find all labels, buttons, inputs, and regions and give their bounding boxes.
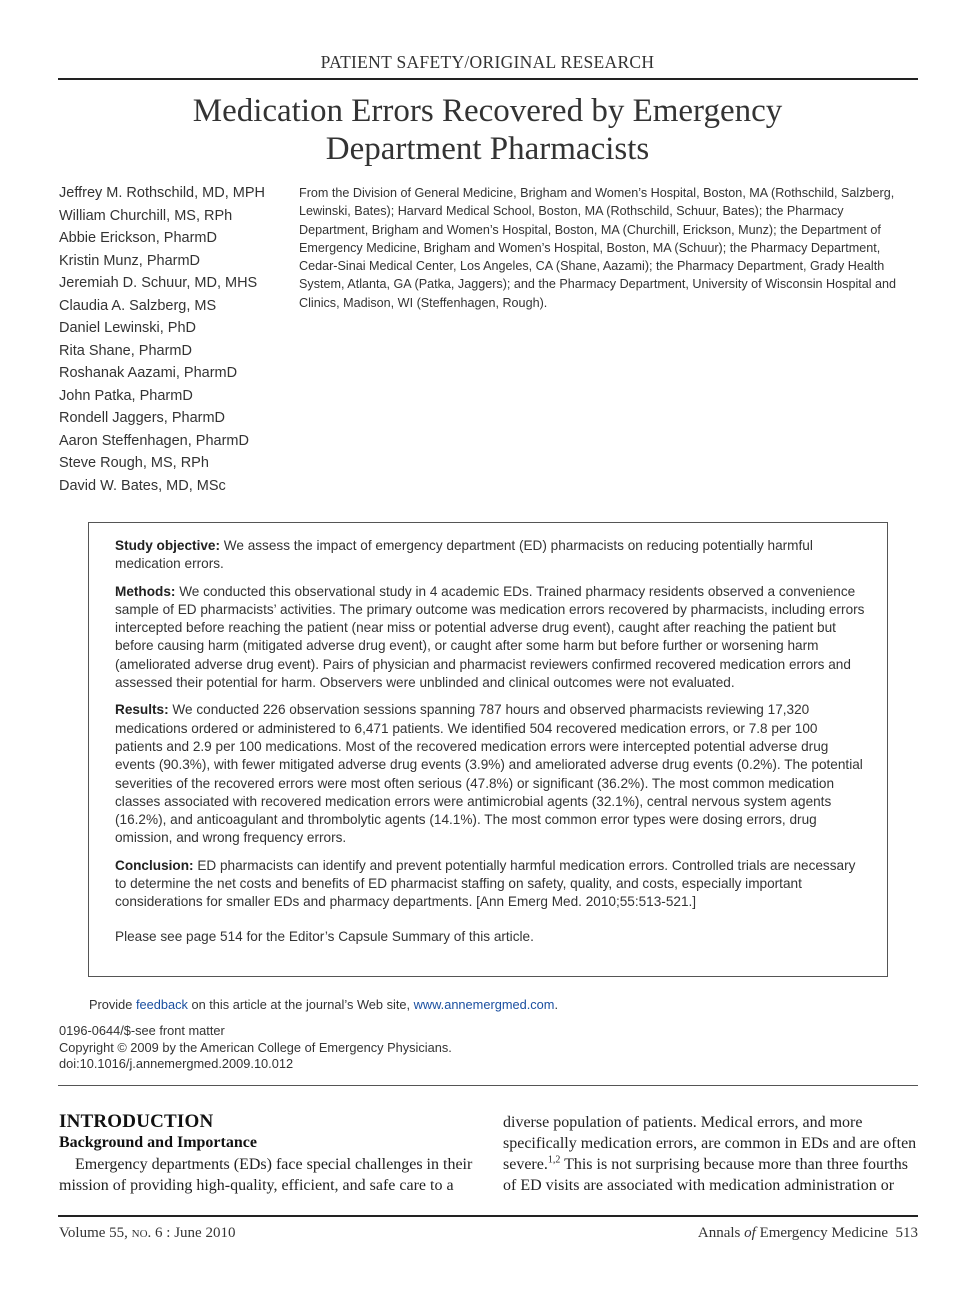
- journal-name-post: Emergency Medicine: [755, 1225, 888, 1241]
- volume-text: Volume 55,: [59, 1225, 128, 1241]
- abstract-results: [115, 701, 867, 847]
- author: Jeremiah D. Schuur, MD, MHS: [59, 275, 258, 291]
- conclusion-text: ED pharmacists can identify and prevent potentially harmful medication errors. Controlled trials are necessary to determine the net costs and benefits of ED pharmacist staffing on safety, quality, and costs, especially important considerations for smaller EDs and pharmacy departments. [Ann Emerg Med. 2010;55:513-521.]: [115, 857, 856, 910]
- footer-volume: [59, 1225, 235, 1242]
- body-line: mission of providing high-quality, efficient, and safe care to a: [59, 1177, 454, 1194]
- intro-left-column: [59, 1154, 479, 1196]
- feedback-prefix: Provide: [89, 997, 136, 1012]
- body-text: This is not surprising because more than three fourths: [560, 1156, 908, 1173]
- journal-name-of: of: [744, 1225, 756, 1241]
- footer-journal: [698, 1225, 918, 1242]
- author-list: [59, 182, 289, 497]
- feedback-line: [89, 997, 558, 1012]
- author: David W. Bates, MD, MSc: [59, 477, 226, 494]
- copyright-line: Copyright © 2009 by the American College of Emergency Physicians.: [59, 1039, 452, 1055]
- section-divider: [58, 1085, 918, 1086]
- methods-label: Methods:: [115, 583, 176, 599]
- intro-right-column: [503, 1112, 923, 1196]
- body-line: diverse population of patients. Medical errors, and more: [503, 1114, 863, 1131]
- journal-website-link[interactable]: www.annemergmed.com: [413, 997, 555, 1012]
- author: Aaron Steffenhagen, PharmD: [59, 432, 249, 449]
- body-line: [503, 1154, 923, 1175]
- author: Kristin Munz, PharmD: [59, 252, 201, 269]
- introduction-heading: INTRODUCTION: [59, 1111, 214, 1132]
- abstract-methods: [115, 583, 867, 693]
- objective-label: Study objective:: [115, 538, 220, 553]
- objective-text: We assess the impact of emergency department (ED) pharmacists on reducing potentially harmful medication errors.: [115, 538, 813, 572]
- issue-text: no. 6: [131, 1225, 163, 1241]
- author: John Patka, PharmD: [59, 387, 193, 404]
- doi-line: doi:10.1016/j.annemergmed.2009.10.012: [59, 1056, 294, 1071]
- author: Claudia A. Salzberg, MS: [59, 297, 217, 314]
- abstract-body: [115, 537, 867, 955]
- page-number: 513: [895, 1225, 918, 1241]
- header-rule: [58, 78, 918, 80]
- author: Abbie Erickson, PharmD: [59, 230, 217, 246]
- author: Roshanak Aazami, PharmD: [59, 365, 238, 381]
- author: Steve Rough, MS, RPh: [59, 455, 209, 471]
- citation-ref: 1,2: [547, 1154, 561, 1166]
- body-line: Emergency departments (EDs) face special challenges in their: [59, 1156, 473, 1173]
- author: Jeffrey M. Rothschild, MD, MPH: [59, 185, 266, 201]
- results-text: We conducted 226 observation sessions spanning 787 hours and observed pharmacists reviewing 17,320 medications ordered or administered to 6,471 patients. We identified 504 recovered medication errors, or 7.8 per 100 patients and 2.9 per 100 medications. Most of the recovered medication errors were intercepted potential adverse drug events (90.3%), with fewer mitigated adverse drug events (3.9%) and ameliorated adverse drug events (0.2%). The potential severities of the recovered errors were most often serious (47.8%) or significant (36.2%). The most common medication classes associated with recovered medication errors were antimicrobial agents (32.1%), central nervous system agents (16.2%), and anticoagulant and thrombolytic agents (14.1%). The most common error types were dosing errors, drug omission, and wrong frequency errors.: [115, 702, 863, 846]
- footer-separator: :: [162, 1225, 175, 1241]
- author: Rondell Jaggers, PharmD: [59, 410, 226, 426]
- feedback-link[interactable]: feedback: [135, 997, 188, 1012]
- front-matter: [59, 1023, 452, 1073]
- body-line: of ED visits are associated with medication administration or: [503, 1177, 895, 1194]
- abstract-conclusion: [115, 857, 867, 912]
- capsule-summary-note: Please see page 514 for the Editor’s Capsule Summary of this article.: [115, 928, 534, 944]
- abstract-box: [88, 522, 888, 977]
- section-label: PATIENT SAFETY/ORIGINAL RESEARCH: [320, 52, 655, 72]
- author: Daniel Lewinski, PhD: [59, 320, 197, 336]
- body-line: specifically medication errors, are common in EDs and are often: [503, 1135, 917, 1152]
- conclusion-label: Conclusion:: [115, 857, 194, 873]
- methods-text: We conducted this observational study in 4 academic EDs. Trained pharmacy residents observed a convenience sample of ED pharmacists’ activities. The primary outcome was medication errors recovered by pharmacists, including errors intercepted before reaching the patient (near miss or potential adverse drug event), caught after reaching the patient but before causing harm (mitigated adverse drug event), or caught after some harm but before further or worsening harm (ameliorated adverse drug event). Pairs of physician and pharmacist reviewers confirmed recovered medication errors and assessed their potential for harm. Observers were unblinded and clinical outcomes were not evaluated.: [115, 583, 865, 691]
- affiliations: From the Division of General Medicine, Brigham and Women’s Hospital, Boston, MA (Rothschild, Salzberg, Lewinski, Bates); Harvard Medical School, Boston, MA (Rothschild, Schuur, Bates); the Pharmacy Department, Brigham and Women’s Hospital, Boston, MA (Churchill, Erickson, Munz); the Department of Emergency Medicine, Brigham and Women’s Hospital, Boston, MA (Schuur); the Pharmacy Department, Cedar-Sinai Medical Center, Los Angeles, CA (Shane, Aazami); the Pharmacy Department, Grady Health System, Atlanta, GA (Patka, Jaggers); and the Pharmacy Department, University of Wisconsin Hospital and Clinics, Madison, WI (Steffenhagen, Rough).: [299, 186, 897, 310]
- background-subheading: Background and Importance: [59, 1134, 257, 1151]
- journal-name-pre: Annals: [697, 1225, 745, 1241]
- title-line-1: Medication Errors Recovered by Emergency: [192, 93, 783, 129]
- issue-date: June 2010: [174, 1225, 236, 1241]
- results-label: Results:: [115, 702, 169, 718]
- author: William Churchill, MS, RPh: [59, 207, 233, 224]
- feedback-suffix: .: [554, 997, 559, 1012]
- abstract-objective: [115, 537, 867, 574]
- article-title: [0, 92, 975, 168]
- title-line-2: Department Pharmacists: [325, 131, 650, 167]
- issn-line: 0196-0644/$-see front matter: [59, 1023, 225, 1038]
- footer-rule: [58, 1215, 918, 1217]
- author: Rita Shane, PharmD: [59, 342, 192, 359]
- feedback-middle: on this article at the journal’s Web site,: [187, 997, 414, 1012]
- body-text: severe.: [503, 1156, 548, 1173]
